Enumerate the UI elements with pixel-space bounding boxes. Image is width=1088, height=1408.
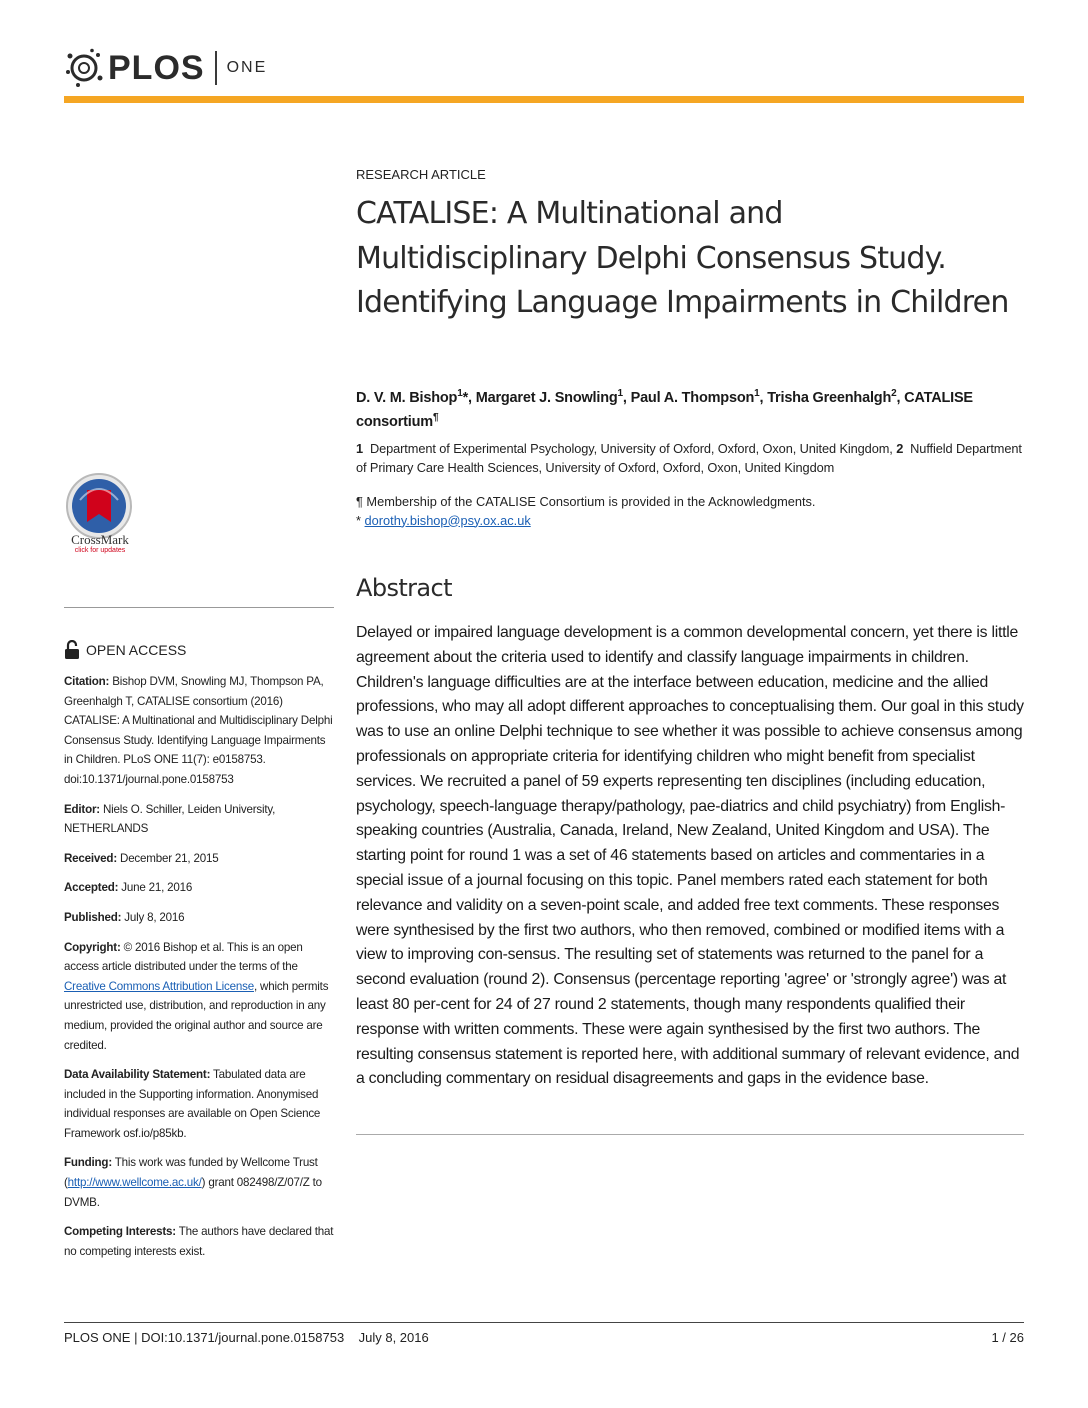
accepted-label: Accepted: — [64, 881, 119, 895]
copyright-label: Copyright: — [64, 940, 121, 954]
editor-label: Editor: — [64, 802, 100, 816]
author-name: D. V. M. Bishop — [356, 389, 458, 406]
corresponding-email-link[interactable]: dorothy.bishop@psy.ox.ac.uk — [364, 512, 531, 528]
page-number: 1 / 26 — [991, 1330, 1024, 1345]
copyright-text: © 2016 Bishop et al. This is an open access article distributed under the terms of the — [64, 940, 303, 974]
competing-interests-block — [64, 1222, 336, 1261]
data-availability-text: Tabulated data are included in the Supporting information. Anonymised individual responses are available on Open Science Framework osf.io/p85kb. — [64, 1068, 321, 1140]
citation-block — [64, 672, 336, 790]
abstract-heading: Abstract — [356, 574, 452, 602]
received-block — [64, 849, 336, 869]
citation-label: Citation: — [64, 675, 110, 688]
abstract-rule — [356, 1134, 1024, 1135]
author-list: D. V. M. Bishop$^1$*, Margaret J. Snowling$^1$, Paul A. Thompson$^1$, Trisha Greenhalgh$^2$, CATALISE consortium¶ — [356, 388, 973, 430]
author-affiliation-sup: 1 — [617, 388, 623, 399]
email-note — [356, 512, 1016, 531]
abstract-text: Delayed or impaired language development is a common developmental concern, yet there is little agreement about the criteria used to identify and classify language impairments in children. Children's language difficulties are at the interface between education, medicine and the allied professions, who may all adopt different approaches to conceptualising them. Our goal in this study was to use an online Delphi technique to see whether it was possible to achieve consensus among professionals on appropriate criteria for identifying children who might benefit from specialist services. We recruited a panel of 59 experts representing ten disciplines (including education, psychology, speech-language therapy/pathology, pae-diatrics and child psychiatry) from English-speaking countries (Australia, Canada, Ireland, New Zealand, United Kingdom and USA). The starting point for round 1 was a set of 46 statements based on articles and commentaries in a special issue of a journal focusing on this topic. Panel members rated each statement for both relevance and validity on a seven-point scale, and added free text comments. These responses were synthesised by the first two authors, who then removed, combined or modified items with a view to improving con-sensus. The resulting set of statements was returned to the panel for a second evaluation (round 2). Consensus (percentage reporting 'agree' or 'strongly agree') was at least 80 per-cent for 24 of 27 round 2 statements, though many respondents qualified their response with written comments. These were again synthesised by the first two authors. The resulting consensus statement is reported here, with additional summary of relevant evidence, and a concluding commentary on residual disagreements and gaps in the evidence base. — [356, 624, 1024, 1088]
author-affiliation-sup: 1 — [457, 388, 463, 399]
copyright-text-end: , which permits unrestricted use, distribution, and reproduction in any medium, provided the original author and source are credited. — [64, 979, 329, 1052]
competing-interests-text: The authors have declared that no competing interests exist. — [64, 1225, 334, 1258]
sidebar-rule — [64, 607, 334, 608]
crossmark-sub-label[interactable]: click for updates — [74, 547, 126, 554]
citation-text: Bishop DVM, Snowling MJ, Thompson PA, Greenhalgh T, CATALISE consortium (2016) CATALISE: A Multinational and Multidisciplinary Delphi Consensus Study. Identifying Language Impairments in Children. PLoS ONE 11(7): e0158753. doi:10.1371/journal.pone.0158753 — [64, 675, 333, 786]
editor-text: Niels O. Schiller, Leiden University, NETHERLANDS — [64, 802, 276, 836]
affiliation-number: 2 — [896, 441, 904, 456]
accepted-block — [64, 878, 336, 898]
author-name: CATALISE consortium — [356, 389, 973, 430]
crossmark-label[interactable]: CrossMark — [71, 532, 129, 547]
author-name: Paul A. Thompson — [630, 389, 755, 406]
funding-label: Funding: — [64, 1156, 112, 1170]
affiliation-text: Nuffield Department of Primary Care Health Sciences, University of Oxford, Oxford, Oxon, United Kingdom — [356, 441, 1022, 475]
funding-text: This work was funded by Wellcome Trust ( — [64, 1156, 318, 1190]
funder-link[interactable]: http://www.wellcome.ac.uk/ — [67, 1176, 202, 1190]
author-name: Margaret J. Snowling — [475, 389, 618, 406]
copyright-block — [64, 938, 336, 1056]
competing-interests-label: Competing Interests: — [64, 1225, 176, 1239]
membership-note: ¶ Membership of the CATALISE Consortium is provided in the Acknowledgments. — [356, 494, 816, 509]
published-text: July 8, 2016 — [124, 910, 185, 924]
author-affiliation-sup: 2 — [891, 388, 897, 399]
data-availability-label: Data Availability Statement: — [64, 1068, 211, 1082]
license-link[interactable]: Creative Commons Attribution License — [64, 979, 254, 993]
logo-divider — [215, 51, 217, 85]
affiliation-number: 1 — [356, 441, 364, 456]
author-affiliation-sup: 1 — [754, 388, 760, 399]
received-label: Received: — [64, 851, 117, 865]
header-accent-rule — [64, 96, 1024, 103]
open-access-label: OPEN ACCESS — [86, 642, 187, 658]
plos-logo-icon — [64, 48, 104, 88]
article-metadata — [64, 672, 336, 1271]
affiliations — [356, 440, 1028, 477]
data-availability-block — [64, 1065, 336, 1143]
author-name: Trisha Greenhalgh — [767, 389, 892, 406]
funding-text-end: ) grant 082498/Z/07/Z to DVMB. — [64, 1176, 322, 1209]
published-label: Published: — [64, 910, 122, 924]
published-block — [64, 908, 336, 928]
funding-block — [64, 1153, 336, 1212]
corresponding-mark: * — [462, 389, 469, 406]
logo-main-text: PLOS — [108, 48, 205, 87]
footer-citation: PLOS ONE | DOI:10.1371/journal.pone.0158753 July 8, 2016 — [64, 1330, 429, 1345]
accepted-text: June 21, 2016 — [121, 881, 193, 895]
author-notes — [356, 493, 1016, 530]
article-type: RESEARCH ARTICLE — [356, 167, 486, 182]
logo-sub-text: ONE — [226, 59, 268, 76]
open-lock-icon — [64, 640, 80, 660]
footer-rule — [64, 1322, 1024, 1323]
email-mark: * — [356, 512, 361, 528]
editor-block — [64, 800, 336, 839]
plos-one-logo — [64, 46, 267, 90]
article-title: CATALISE: A Multinational and Multidisciplinary Delphi Consensus Study. Identifying Language Impairments in Children — [356, 196, 1009, 320]
author-affiliation-sup: ¶ — [432, 411, 439, 423]
affiliation-text: Department of Experimental Psychology, University of Oxford, Oxford, Oxon, United Kingdom, — [369, 441, 893, 456]
open-access-badge — [64, 640, 186, 660]
received-text: December 21, 2015 — [120, 851, 219, 865]
